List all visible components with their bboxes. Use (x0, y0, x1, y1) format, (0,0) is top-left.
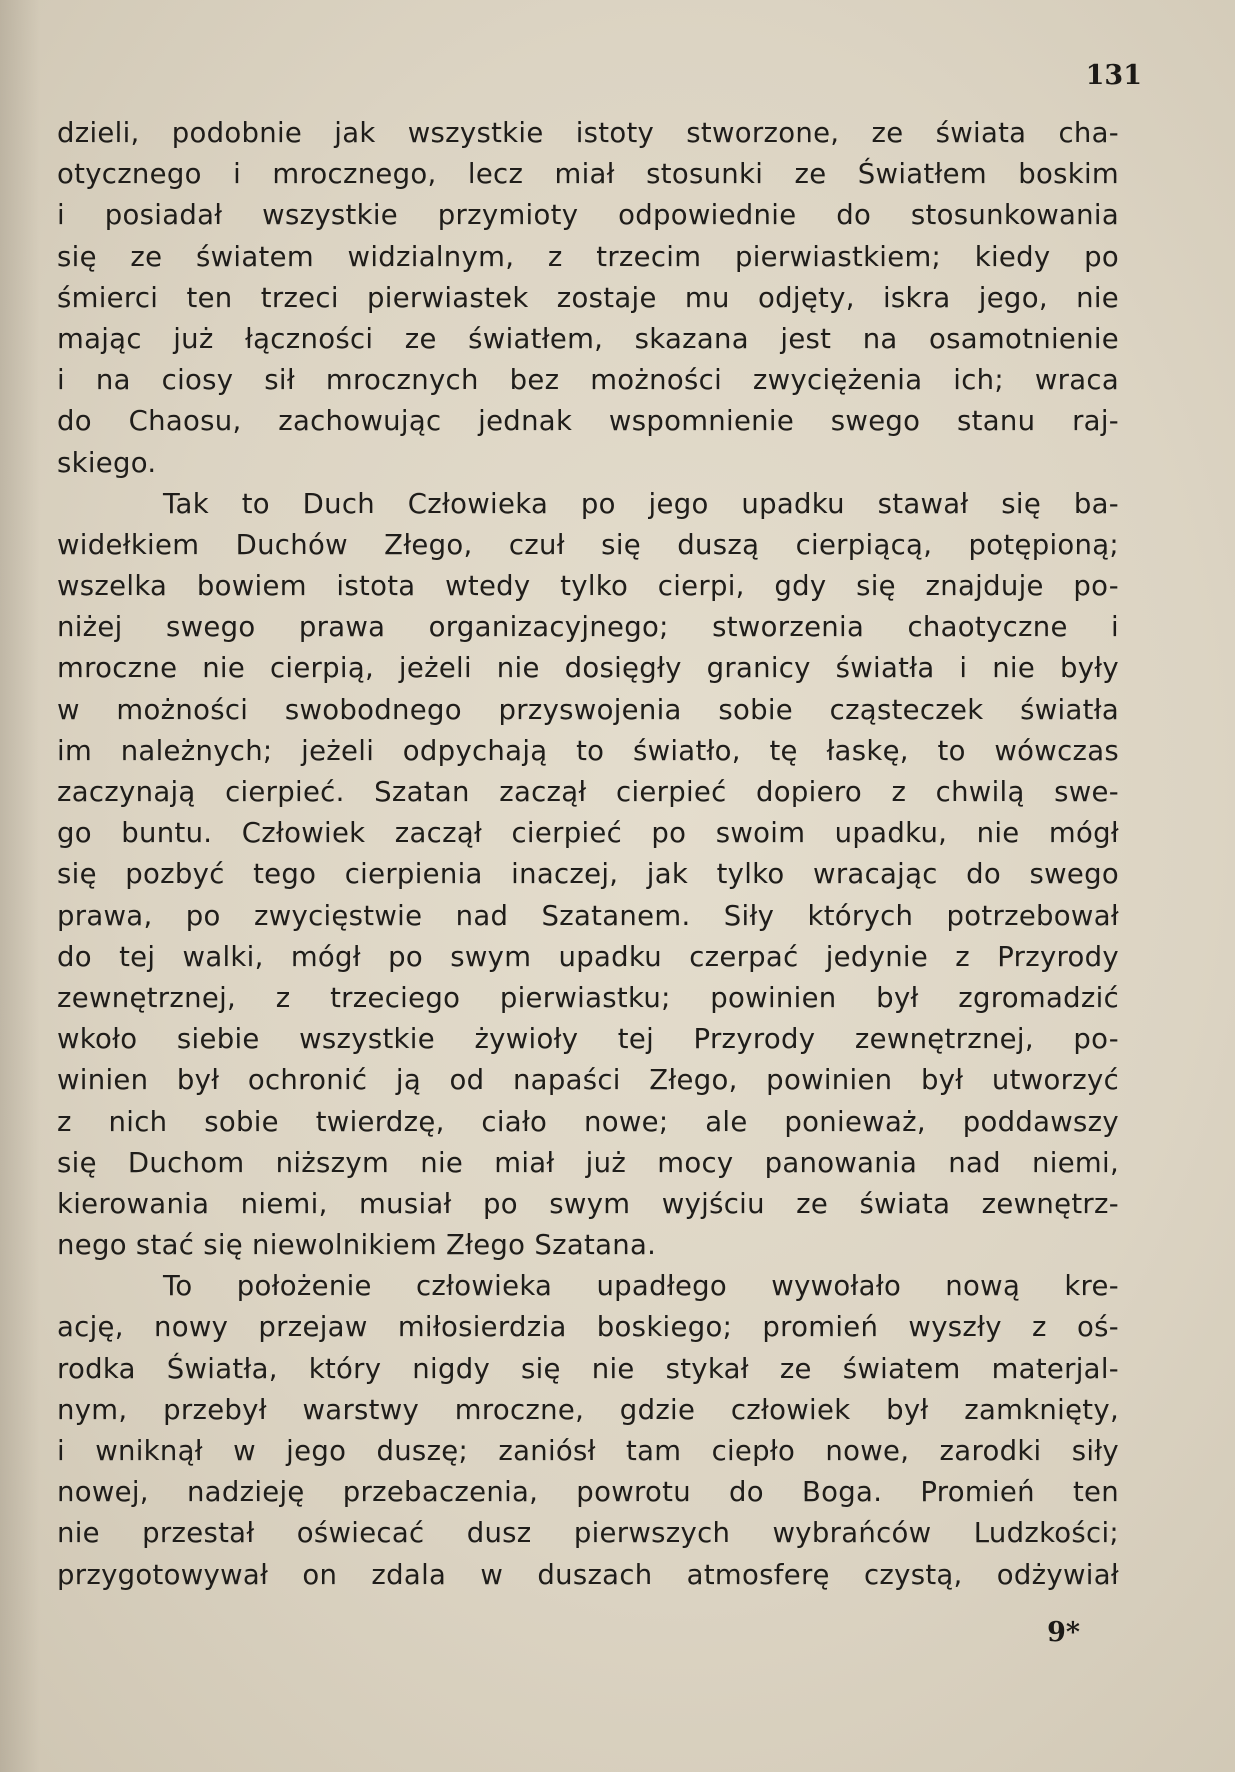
text-line: wkoło siebie wszystkie żywioły tej Przyrody zewnętrznej, po- (57, 1023, 1119, 1056)
text-line: nowej, nadzieję przebaczenia, powrotu do Boga. Promień ten (57, 1476, 1119, 1509)
text-line: i na ciosy sił mrocznych bez możności zwyciężenia ich; wraca (57, 364, 1119, 397)
text-line: przygotowywał on zdala w duszach atmosferę czystą, odżywiał (57, 1558, 1119, 1591)
text-line: się ze światem widzialnym, z trzecim pierwiastkiem; kiedy po (57, 240, 1119, 273)
paragraph-start-line: To położenie człowieka upadłego wywołało nową kre- (163, 1270, 1119, 1303)
text-line: kierowania niemi, musiał po swym wyjściu ze świata zewnętrz- (57, 1187, 1119, 1220)
text-line: go buntu. Człowiek zaczął cierpieć po swoim upadku, nie mógł (57, 817, 1119, 850)
text-line: dzieli, podobnie jak wszystkie istoty stworzone, ze świata cha- (57, 117, 1119, 149)
text-line: i wniknął w jego duszę; zaniósł tam ciepło nowe, zarodki siły (57, 1435, 1119, 1467)
text-line: otycznego i mrocznego, lecz miał stosunki ze Światłem boskim (57, 158, 1119, 191)
text-line: się Duchom niższym nie miał już mocy panowania nad niemi, (57, 1146, 1119, 1179)
text-line: winien był ochronić ją od napaści Złego, powinien był utworzyć (57, 1064, 1119, 1097)
text-line: mając już łączności ze światłem, skazana jest na osamotnienie (57, 322, 1119, 355)
text-line: się pozbyć tego cierpienia inaczej, jak tylko wracając do swego (57, 858, 1119, 891)
text-line: w możności swobodnego przyswojenia sobie cząsteczek światła (57, 693, 1119, 726)
text-line: widełkiem Duchów Złego, czuł się duszą cierpiącą, potępioną; (57, 528, 1119, 561)
text-line: wszelka bowiem istota wtedy tylko cierpi, gdy się znajduje po- (57, 570, 1119, 603)
text-line: nym, przebył warstwy mroczne, gdzie człowiek był zamknięty, (57, 1393, 1119, 1426)
body-text (57, 113, 1119, 1596)
text-line: prawa, po zwycięstwie nad Szatanem. Siły których potrzebował (57, 899, 1119, 932)
text-line: do Chaosu, zachowując jednak wspomnienie swego stanu raj- (57, 405, 1119, 438)
text-line: niżej swego prawa organizacyjnego; stworzenia chaotyczne i (57, 611, 1119, 644)
printer-signature-mark: 9* (1047, 1617, 1080, 1648)
text-line: ację, nowy przejaw miłosierdzia boskiego; promień wyszły z oś- (57, 1311, 1119, 1344)
text-line: z nich sobie twierdzę, ciało nowe; ale ponieważ, poddawszy (57, 1105, 1119, 1138)
text-line: nego stać się niewolnikiem Złego Szatana. (57, 1229, 657, 1262)
text-line: zewnętrznej, z trzeciego pierwiastku; powinien był zgromadzić (57, 981, 1119, 1014)
text-line: śmierci ten trzeci pierwiastek zostaje mu odjęty, iskra jego, nie (57, 281, 1119, 314)
text-line: do tej walki, mógł po swym upadku czerpać jedynie z Przyrody (57, 940, 1119, 973)
page-number: 131 (1085, 60, 1142, 91)
text-line: zaczynają cierpieć. Szatan zaczął cierpieć dopiero z chwilą swe- (57, 776, 1119, 808)
text-line: im należnych; jeżeli odpychają to światło, tę łaskę, to wówczas (57, 734, 1119, 767)
paragraph-start-line: Tak to Duch Człowieka po jego upadku stawał się ba- (163, 487, 1119, 520)
text-line: mroczne nie cierpią, jeżeli nie dosięgły granicy światła i nie były (57, 652, 1119, 685)
text-line: skiego. (57, 446, 157, 479)
text-line: nie przestał oświecać dusz pierwszych wybrańców Ludzkości; (57, 1517, 1119, 1550)
text-line: rodka Światła, który nigdy się nie stykał ze światem materjal- (57, 1352, 1119, 1385)
text-line: i posiadał wszystkie przymioty odpowiednie do stosunkowania (57, 199, 1119, 232)
